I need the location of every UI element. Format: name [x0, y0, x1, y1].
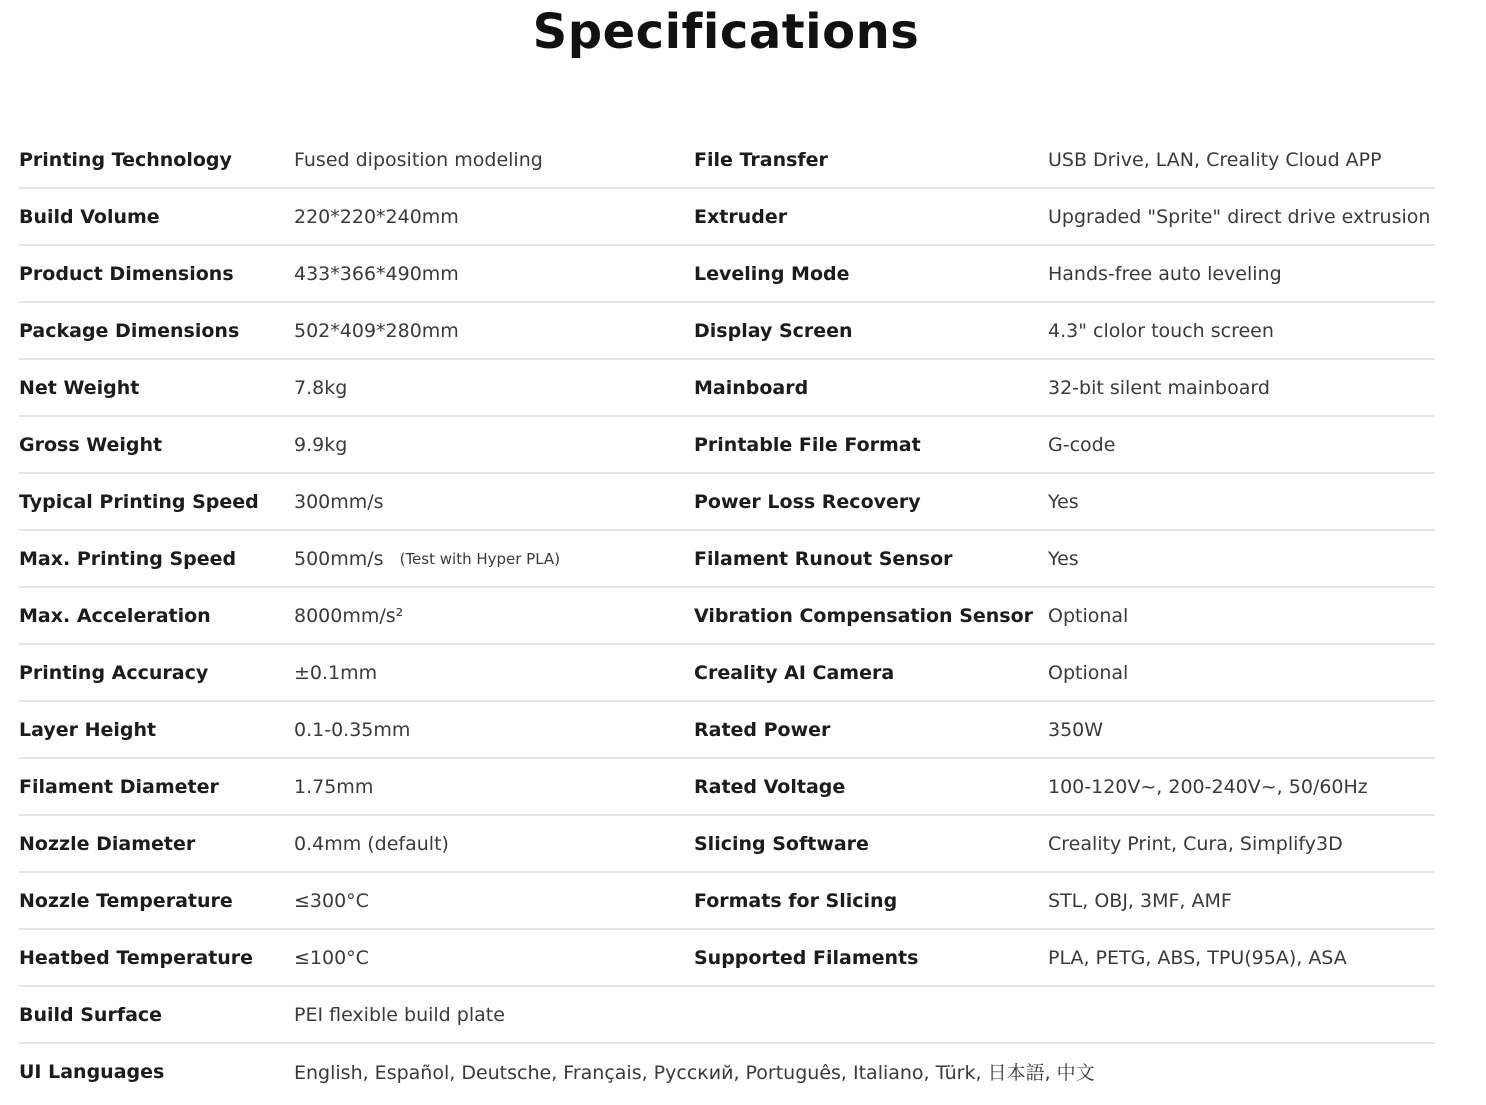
spec-row	[19, 930, 1435, 987]
spec-label: Build Volume	[19, 205, 160, 228]
page-title: Specifications	[532, 4, 920, 60]
spec-row	[19, 303, 1435, 360]
spec-row	[19, 987, 1435, 1044]
spec-value: Optional	[1048, 604, 1129, 627]
spec-label: Vibration Compensation Sensor	[694, 604, 1034, 627]
spec-value: Yes	[1048, 490, 1079, 513]
spec-value: 502*409*280mm	[294, 319, 459, 342]
spec-label: Printing Accuracy	[19, 661, 209, 684]
spec-value: 500mm/s	[294, 547, 384, 570]
spec-value: PLA, PETG, ABS, TPU(95A), ASA	[1048, 946, 1347, 969]
spec-row	[19, 474, 1435, 531]
spec-value: PEI flexible build plate	[294, 1003, 505, 1026]
spec-value: 350W	[1048, 718, 1104, 741]
spec-value: 100-120V~, 200-240V~, 50/60Hz	[1048, 775, 1368, 798]
spec-label: Nozzle Diameter	[19, 832, 196, 855]
spec-label: Build Surface	[19, 1003, 163, 1026]
spec-row	[19, 531, 1435, 588]
spec-row	[19, 246, 1435, 303]
spec-row	[19, 189, 1435, 246]
spec-label: Printing Technology	[19, 148, 232, 171]
spec-row	[19, 417, 1435, 474]
spec-label: Power Loss Recovery	[694, 490, 921, 513]
spec-value: 1.75mm	[294, 775, 374, 798]
spec-value: ±0.1mm	[294, 661, 378, 684]
spec-label: Gross Weight	[19, 433, 163, 456]
spec-label: Display Screen	[694, 319, 853, 342]
spec-label: Heatbed Temperature	[19, 946, 254, 969]
spec-row	[19, 702, 1435, 759]
spec-value: 32-bit silent mainboard	[1048, 376, 1270, 399]
spec-label: Formats for Slicing	[694, 889, 898, 912]
spec-row	[19, 873, 1435, 930]
spec-label: Filament Diameter	[19, 775, 219, 798]
spec-label: UI Languages	[19, 1060, 165, 1083]
spec-label: Printable File Format	[694, 433, 921, 456]
spec-label: Filament Runout Sensor	[694, 547, 953, 570]
spec-value: Upgraded "Sprite" direct drive extrusion	[1048, 205, 1431, 228]
specifications-table	[19, 132, 1435, 1101]
spec-value: G-code	[1048, 433, 1116, 456]
spec-value: 8000mm/s²	[294, 604, 404, 627]
spec-value: Yes	[1048, 547, 1079, 570]
spec-label: Slicing Software	[694, 832, 869, 855]
spec-value: STL, OBJ, 3MF, AMF	[1048, 889, 1232, 912]
spec-value: 0.4mm (default)	[294, 832, 449, 855]
spec-label: Supported Filaments	[694, 946, 919, 969]
spec-value: ≤300°C	[294, 889, 369, 912]
spec-value: 9.9kg	[294, 433, 348, 456]
spec-label: Extruder	[694, 205, 788, 228]
spec-value: 300mm/s	[294, 490, 384, 513]
spec-value: USB Drive, LAN, Creality Cloud APP	[1048, 148, 1382, 171]
spec-label: Layer Height	[19, 718, 157, 741]
spec-row	[19, 132, 1435, 189]
spec-row	[19, 816, 1435, 873]
spec-value: 220*220*240mm	[294, 205, 459, 228]
spec-label: Creality AI Camera	[694, 661, 895, 684]
spec-label: Product Dimensions	[19, 262, 234, 285]
spec-label: Mainboard	[694, 376, 809, 399]
spec-row	[19, 1044, 1435, 1101]
spec-value: ≤100°C	[294, 946, 369, 969]
spec-label: Package Dimensions	[19, 319, 240, 342]
spec-value: Hands-free auto leveling	[1048, 262, 1282, 285]
spec-row	[19, 759, 1435, 816]
spec-label: Leveling Mode	[694, 262, 850, 285]
spec-value: 0.1-0.35mm	[294, 718, 411, 741]
spec-value: 7.8kg	[294, 376, 348, 399]
spec-row	[19, 588, 1435, 645]
spec-row	[19, 645, 1435, 702]
spec-value: Creality Print, Cura, Simplify3D	[1048, 832, 1343, 855]
spec-value-with-note	[294, 531, 560, 586]
spec-label: File Transfer	[694, 148, 828, 171]
spec-label: Nozzle Temperature	[19, 889, 233, 912]
spec-value: 4.3" clolor touch screen	[1048, 319, 1274, 342]
spec-label: Net Weight	[19, 376, 140, 399]
spec-row	[19, 360, 1435, 417]
spec-value: English, Español, Deutsche, Français, Русский, Português, Italiano, Türk, 日本語, 中文	[294, 1062, 1095, 1084]
spec-label: Rated Power	[694, 718, 831, 741]
spec-value: Optional	[1048, 661, 1129, 684]
spec-note: (Test with Hyper PLA)	[399, 549, 561, 568]
spec-label: Rated Voltage	[694, 775, 846, 798]
spec-value: 433*366*490mm	[294, 262, 459, 285]
spec-label: Max. Acceleration	[19, 604, 211, 627]
spec-value: Fused diposition modeling	[294, 148, 543, 171]
spec-label: Max. Printing Speed	[19, 547, 237, 570]
spec-label: Typical Printing Speed	[19, 490, 259, 513]
